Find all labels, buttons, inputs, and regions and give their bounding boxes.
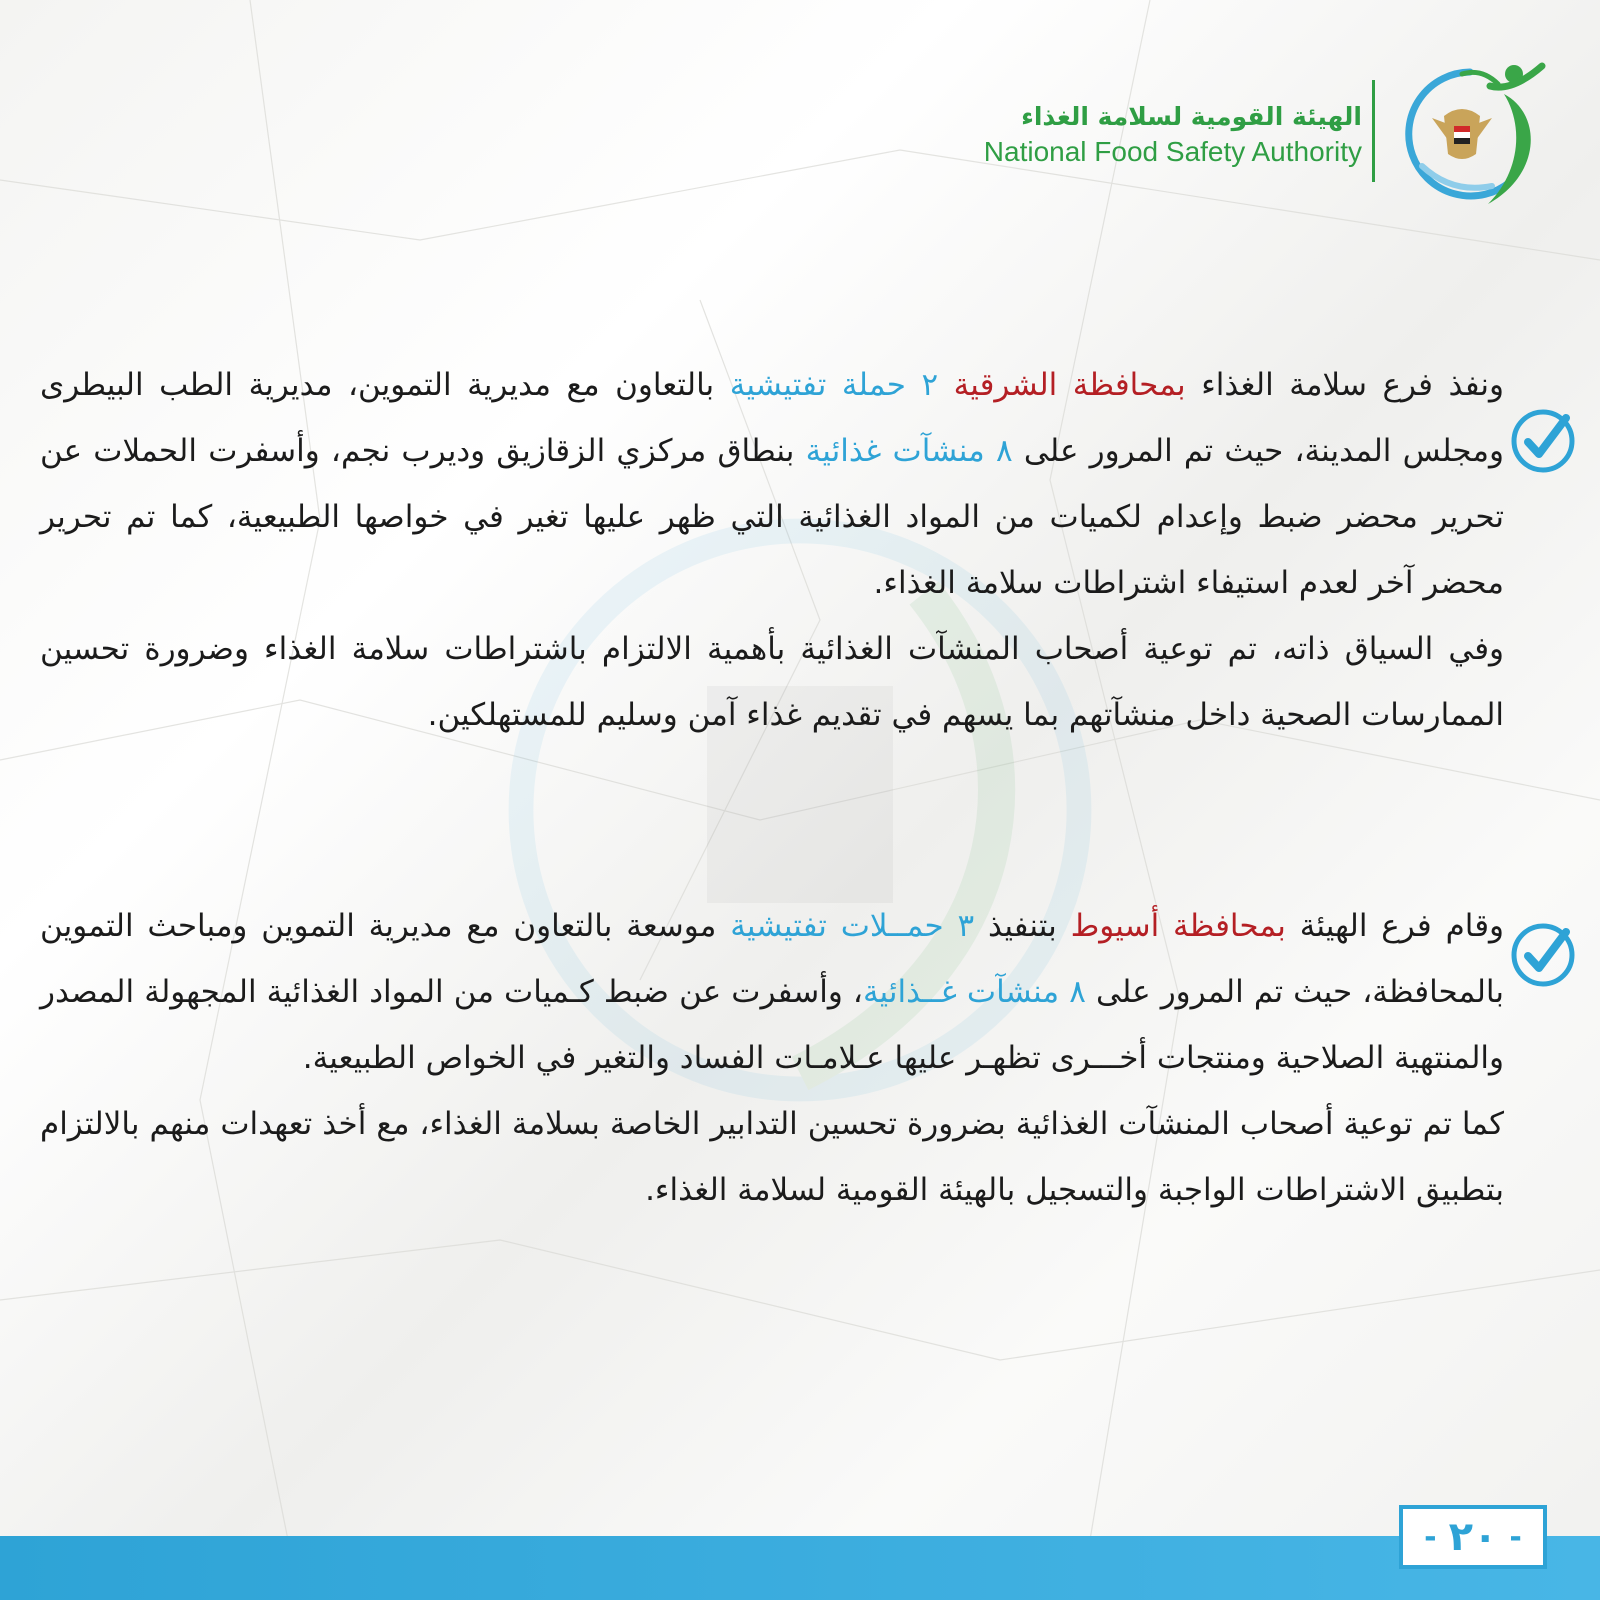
text-segment: وقام فرع الهيئة <box>1285 908 1505 944</box>
page-number-box <box>1399 1505 1547 1569</box>
section-2-text <box>40 893 1504 1223</box>
text-segment: ونفذ فرع سلامة الغذاء <box>1185 367 1504 403</box>
text-segment: وفي السياق ذاته، تم توعية أصحاب المنشآت الغذائية بأهمية الالتزام باشتراطات سلامة الغذاء وضرورة تحسين الممارسات الصحية داخل منشآتهم بما يسهم في تقديم غذاء آمن وسليم للمستهلكين. <box>40 631 1504 733</box>
text-segment: بتنفيذ <box>974 908 1071 944</box>
governorate-highlight: بمحافظة أسيوط <box>1070 908 1286 944</box>
footer-bar <box>0 1536 1600 1600</box>
text-segment: كما تم توعية أصحاب المنشآت الغذائية بضرورة تحسين التدابير الخاصة بسلامة الغذاء، مع أخذ تعهدات منهم بالالتزام بتطبيق الاشتراطات الواجبة والتسجيل بالهيئة القومية لسلامة الغذاء. <box>40 1106 1504 1208</box>
text-segment <box>938 367 954 403</box>
text-segment: ، وأسفرت عن ضبط كـميات من المواد الغذائية المجهولة المصدر والمنتهية الصلاحية ومنتجات أخـــرى تظهـر عليها عـلامـات الفساد والتغير في الخواص الطبيعية. <box>40 974 1504 1076</box>
section-2-paragraph-2 <box>40 1091 1504 1223</box>
facility-count-highlight: ٨ منشآت غذائية <box>805 433 1013 469</box>
header-divider <box>1372 80 1375 182</box>
nfsa-logo <box>1392 54 1572 210</box>
facility-count-highlight: ٨ منشآت غــذائية <box>862 974 1086 1010</box>
text-segment: بنطاق مركزي الزقازيق وديرب نجم، وأسفرت الحملات عن تحرير محضر ضبط وإعدام لكميات من المواد الغذائية التي ظهر عليها تغير في خواصها الطبيعية، كما تم تحرير محضر آخر لعدم استيفاء اشتراطات سلامة الغذاء. <box>40 433 1504 601</box>
page-number: ٢٠ <box>1448 1514 1498 1560</box>
org-name-block <box>802 100 1362 170</box>
campaign-count-highlight: ٢ حملة تفتيشية <box>729 367 939 403</box>
org-name-english: National Food Safety Authority <box>983 136 1362 167</box>
text-segment: بالتعاون مع مديرية التموين، مديرية الطب البيطرى ومجلس المدينة، حيث تم المرور على <box>40 367 1504 469</box>
section-1-text <box>40 352 1504 748</box>
governorate-highlight: بمحافظة الشرقية <box>953 367 1186 403</box>
text-segment: موسعة بالتعاون مع مديرية التموين ومباحث التموين بالمحافظة، حيث تم المرور على <box>40 908 1504 1010</box>
check-circle-icon <box>1510 408 1576 474</box>
page-dash: - <box>1424 1519 1437 1555</box>
section-1-paragraph-2 <box>40 616 1504 748</box>
campaign-count-highlight: ٣ حمــلات تفتيشية <box>730 908 975 944</box>
section-2-paragraph-1 <box>40 893 1504 1091</box>
check-circle-icon <box>1510 922 1576 988</box>
page-dash: - <box>1509 1519 1522 1555</box>
section-1-paragraph-1 <box>40 352 1504 616</box>
org-name-arabic: الهيئة القومية لسلامة الغذاء <box>1021 102 1362 131</box>
